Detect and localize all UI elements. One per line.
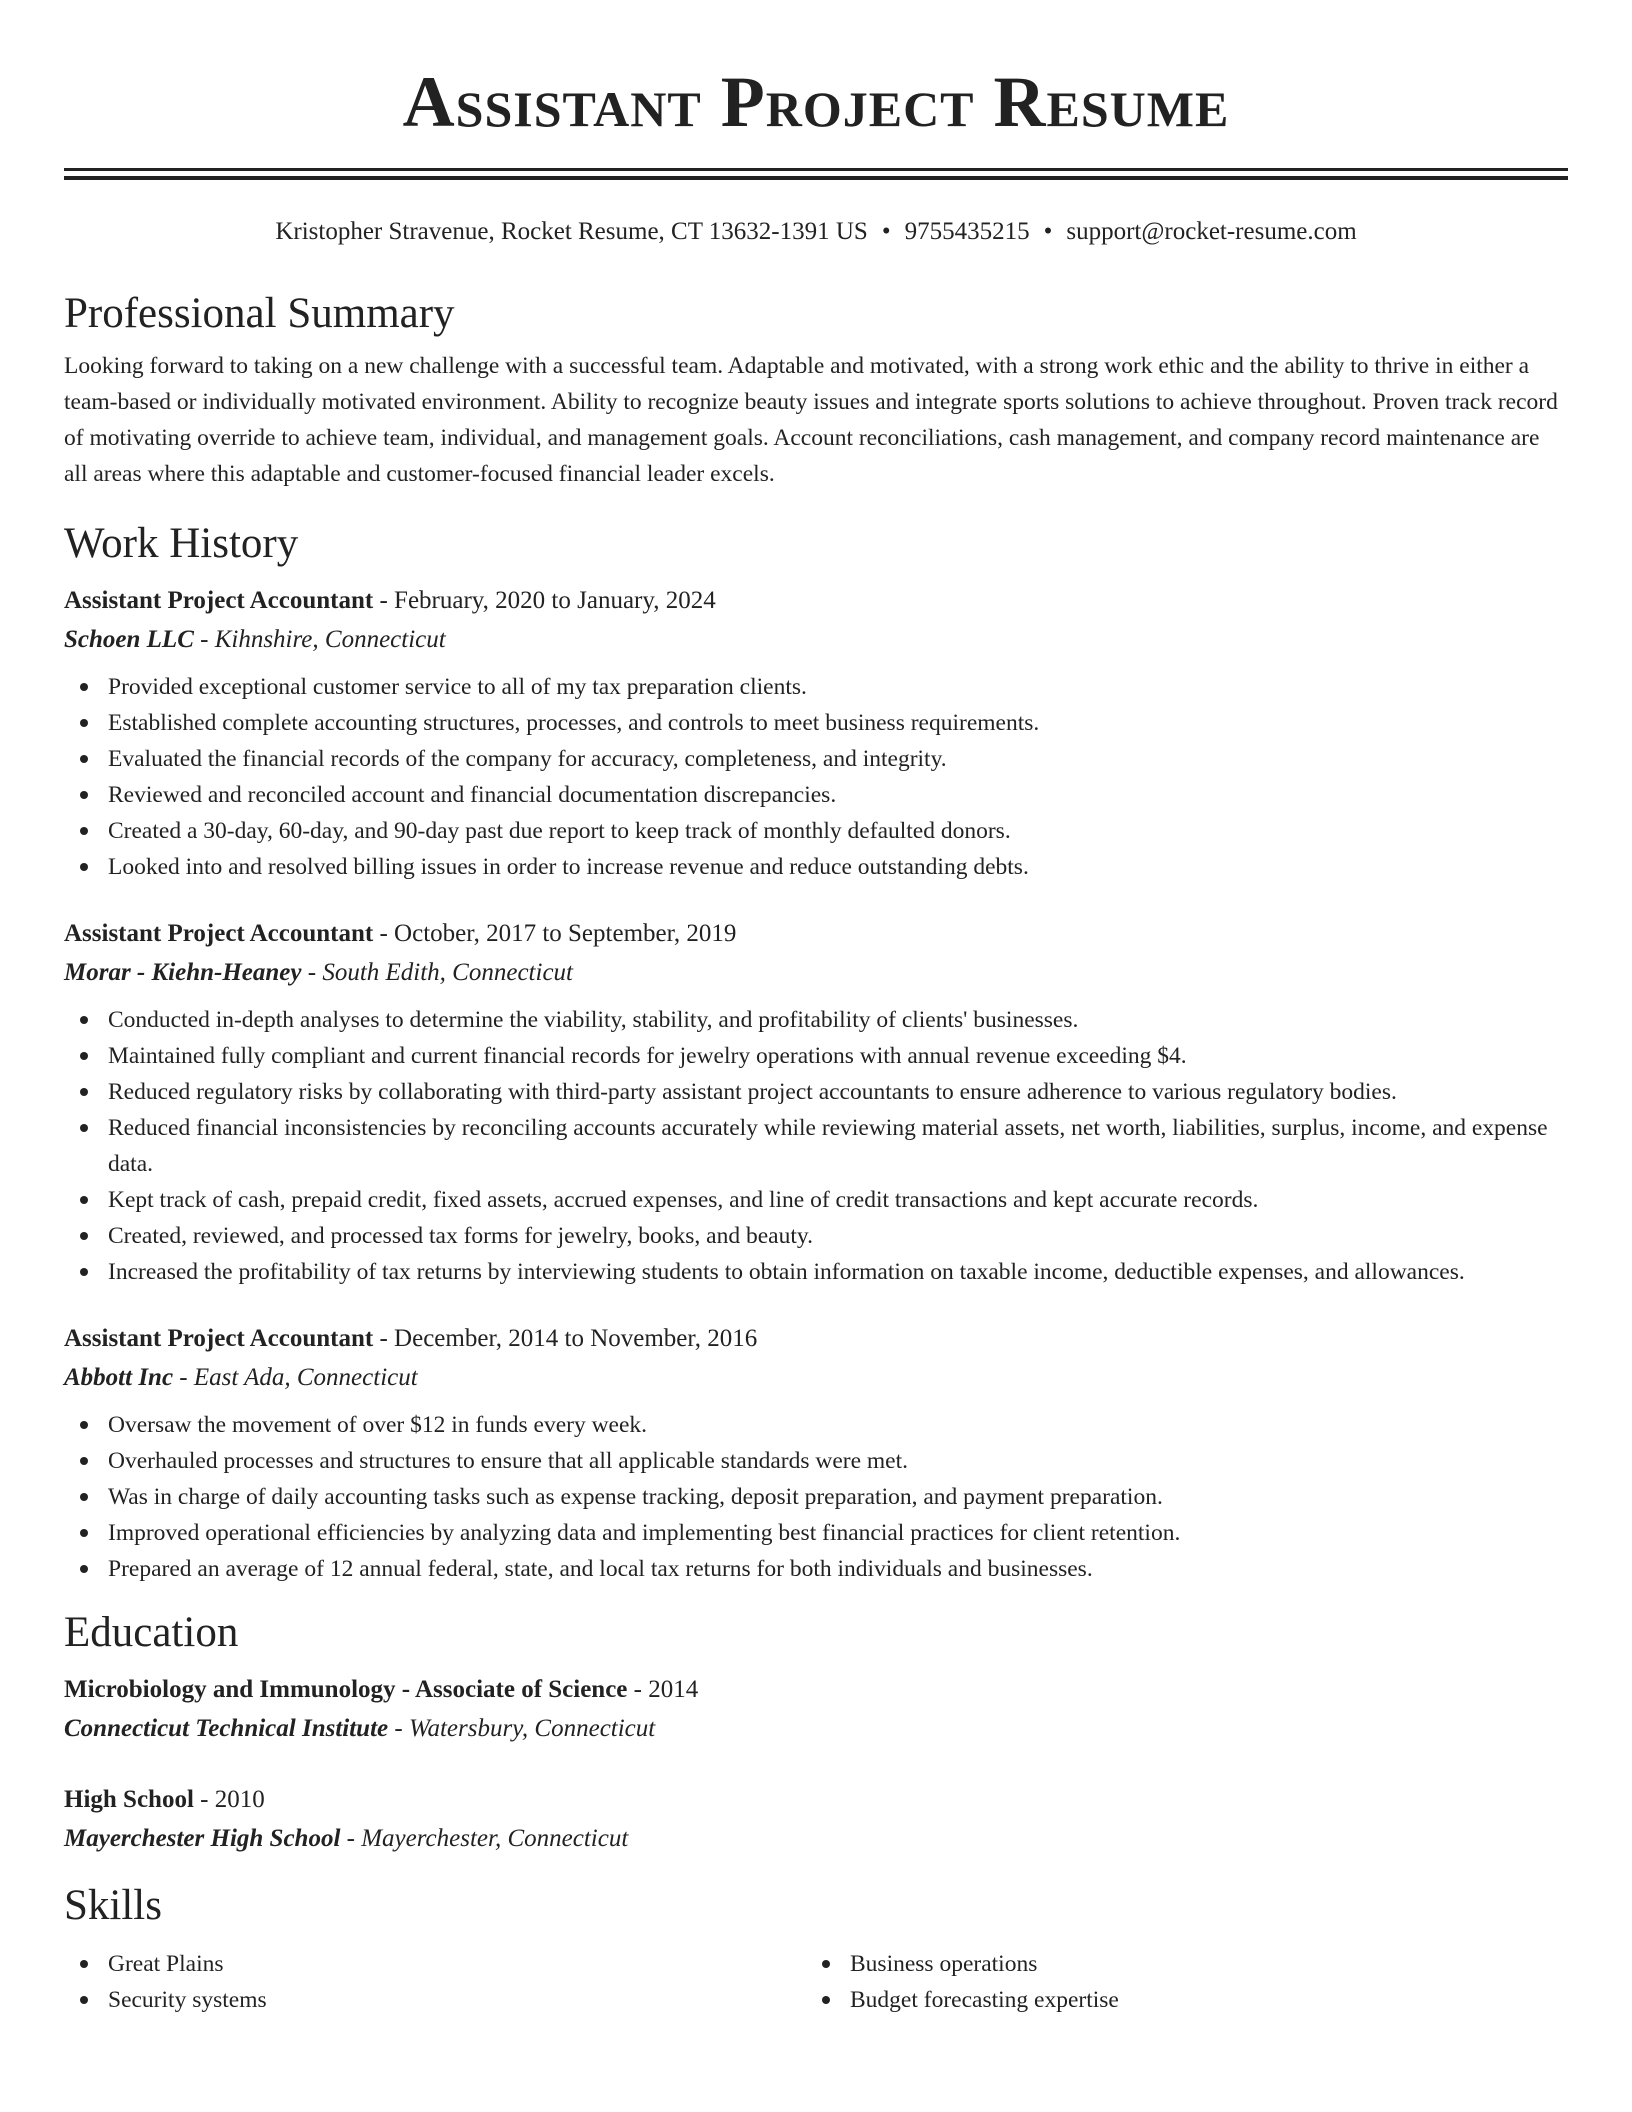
section-heading-skills: Skills [64,1882,162,1929]
job-company-line [64,953,1568,992]
skills-column-left [64,1946,806,2018]
list-item: Reduced regulatory risks by collaborating with third-party assistant project accountants to ensure adherence to various regulatory bodies. [64,1074,1568,1110]
summary-section [64,286,1568,492]
list-item: Evaluated the financial records of the company for accuracy, completeness, and integrity. [64,741,1568,777]
job-company-line [64,620,1568,659]
job-company: Schoen LLC [64,626,194,653]
education-location: - Mayerchester, Connecticut [340,1825,629,1852]
job-dates: - December, 2014 to November, 2016 [373,1325,758,1352]
list-item: Established complete accounting structures, processes, and controls to meet business requirements. [64,705,1568,741]
list-item: Great Plains [64,1946,806,1982]
list-item: Maintained fully compliant and current financial records for jewelry operations with annual revenue exceeding $4. [64,1038,1568,1074]
list-item: Overhauled processes and structures to ensure that all applicable standards were met. [64,1443,1568,1479]
summary-text: Looking forward to taking on a new challenge with a successful team. Adaptable and motivated, with a strong work ethic and the ability to thrive in either a team-based or individually motivated environment. Ability to recognize beauty issues and integrate sports solutions to achieve throughout. Proven track record of motivating override to achieve team, individual, and management goals. Account reconciliations, cash management, and company record maintenance are all areas where this adaptable and customer-focused financial leader excels. [64,353,1558,487]
job-location: - Kihnshire, Connecticut [193,626,446,653]
job-title: Assistant Project Accountant [64,920,374,947]
skills-grid [64,1946,1568,2018]
title-divider [64,168,1568,180]
list-item: Conducted in-depth analyses to determine the viability, stability, and profitability of clients' businesses. [64,1002,1568,1038]
job-entry [64,1320,1568,1587]
job-company: Morar - Kiehn-Heaney [64,959,302,986]
job-location: - South Edith, Connecticut [301,959,573,986]
list-item: Increased the profitability of tax returns by interviewing students to obtain information on taxable income, deductible expenses, and allowances. [64,1254,1568,1290]
list-item: Created a 30-day, 60-day, and 90-day past due report to keep track of monthly defaulted donors. [64,813,1568,849]
page-title: Assistant Project Resume [402,62,1230,142]
list-item: Prepared an average of 12 annual federal, state, and local tax returns for both individuals and businesses. [64,1551,1568,1587]
job-company-line [64,1358,1568,1397]
list-item: Provided exceptional customer service to all of my tax preparation clients. [64,669,1568,705]
work-history-section [64,516,1568,1587]
list-item: Security systems [64,1982,806,2018]
job-dates: - February, 2020 to January, 2024 [373,587,716,614]
job-bullets [64,669,1568,885]
job-title: Assistant Project Accountant [64,587,374,614]
list-item: Oversaw the movement of over $12 in funds every week. [64,1407,1568,1443]
education-header [64,1671,1568,1709]
education-header [64,1781,1568,1819]
job-header [64,582,1568,620]
job-company: Abbott Inc [64,1364,174,1391]
contact-phone: 9755435215 [904,218,1030,245]
list-item: Was in charge of daily accounting tasks such as expense tracking, deposit preparation, and payment preparation. [64,1479,1568,1515]
job-location: - East Ada, Connecticut [173,1364,418,1391]
list-item: Reviewed and reconciled account and financial documentation discrepancies. [64,777,1568,813]
list-item: Budget forecasting expertise [806,1982,1548,2018]
contact-email[interactable]: support@rocket-resume.com [1066,218,1357,245]
education-school: Mayerchester High School [64,1825,341,1852]
skills-column-right [806,1946,1548,2018]
contact-separator: • [1043,218,1053,245]
list-item: Looked into and resolved billing issues in order to increase revenue and reduce outstanding debts. [64,849,1568,885]
section-heading-education: Education [64,1609,239,1656]
job-title: Assistant Project Accountant [64,1325,374,1352]
education-section [64,1605,1568,1858]
skills-section [64,1878,1568,2018]
education-year: - 2014 [627,1676,699,1703]
job-header [64,1320,1568,1358]
job-dates: - October, 2017 to September, 2019 [373,920,737,947]
job-entry [64,915,1568,1290]
education-school-line [64,1709,1568,1748]
job-entry [64,582,1568,885]
section-heading-summary: Professional Summary [64,290,455,337]
list-item: Created, reviewed, and processed tax forms for jewelry, books, and beauty. [64,1218,1568,1254]
education-school-line [64,1819,1568,1858]
education-location: - Watersbury, Connecticut [388,1715,656,1742]
education-school: Connecticut Technical Institute [64,1715,389,1742]
job-header [64,915,1568,953]
list-item: Reduced financial inconsistencies by reconciling accounts accurately while reviewing material assets, net worth, liabilities, surplus, income, and expense data. [64,1110,1568,1182]
job-bullets [64,1002,1568,1290]
education-degree: Microbiology and Immunology - Associate of Science [64,1676,628,1703]
education-degree: High School [64,1786,194,1813]
list-item: Business operations [806,1946,1548,1982]
contact-address: Kristopher Stravenue, Rocket Resume, CT 13632-1391 US [275,218,868,245]
job-bullets [64,1407,1568,1587]
education-year: - 2010 [193,1786,265,1813]
education-entry [64,1781,1568,1858]
list-item: Improved operational efficiencies by analyzing data and implementing best financial practices for client retention. [64,1515,1568,1551]
section-heading-work: Work History [64,520,299,567]
education-entry [64,1671,1568,1748]
list-item: Kept track of cash, prepaid credit, fixed assets, accrued expenses, and line of credit transactions and kept accurate records. [64,1182,1568,1218]
contact-line [64,216,1568,248]
contact-separator: • [881,218,891,245]
